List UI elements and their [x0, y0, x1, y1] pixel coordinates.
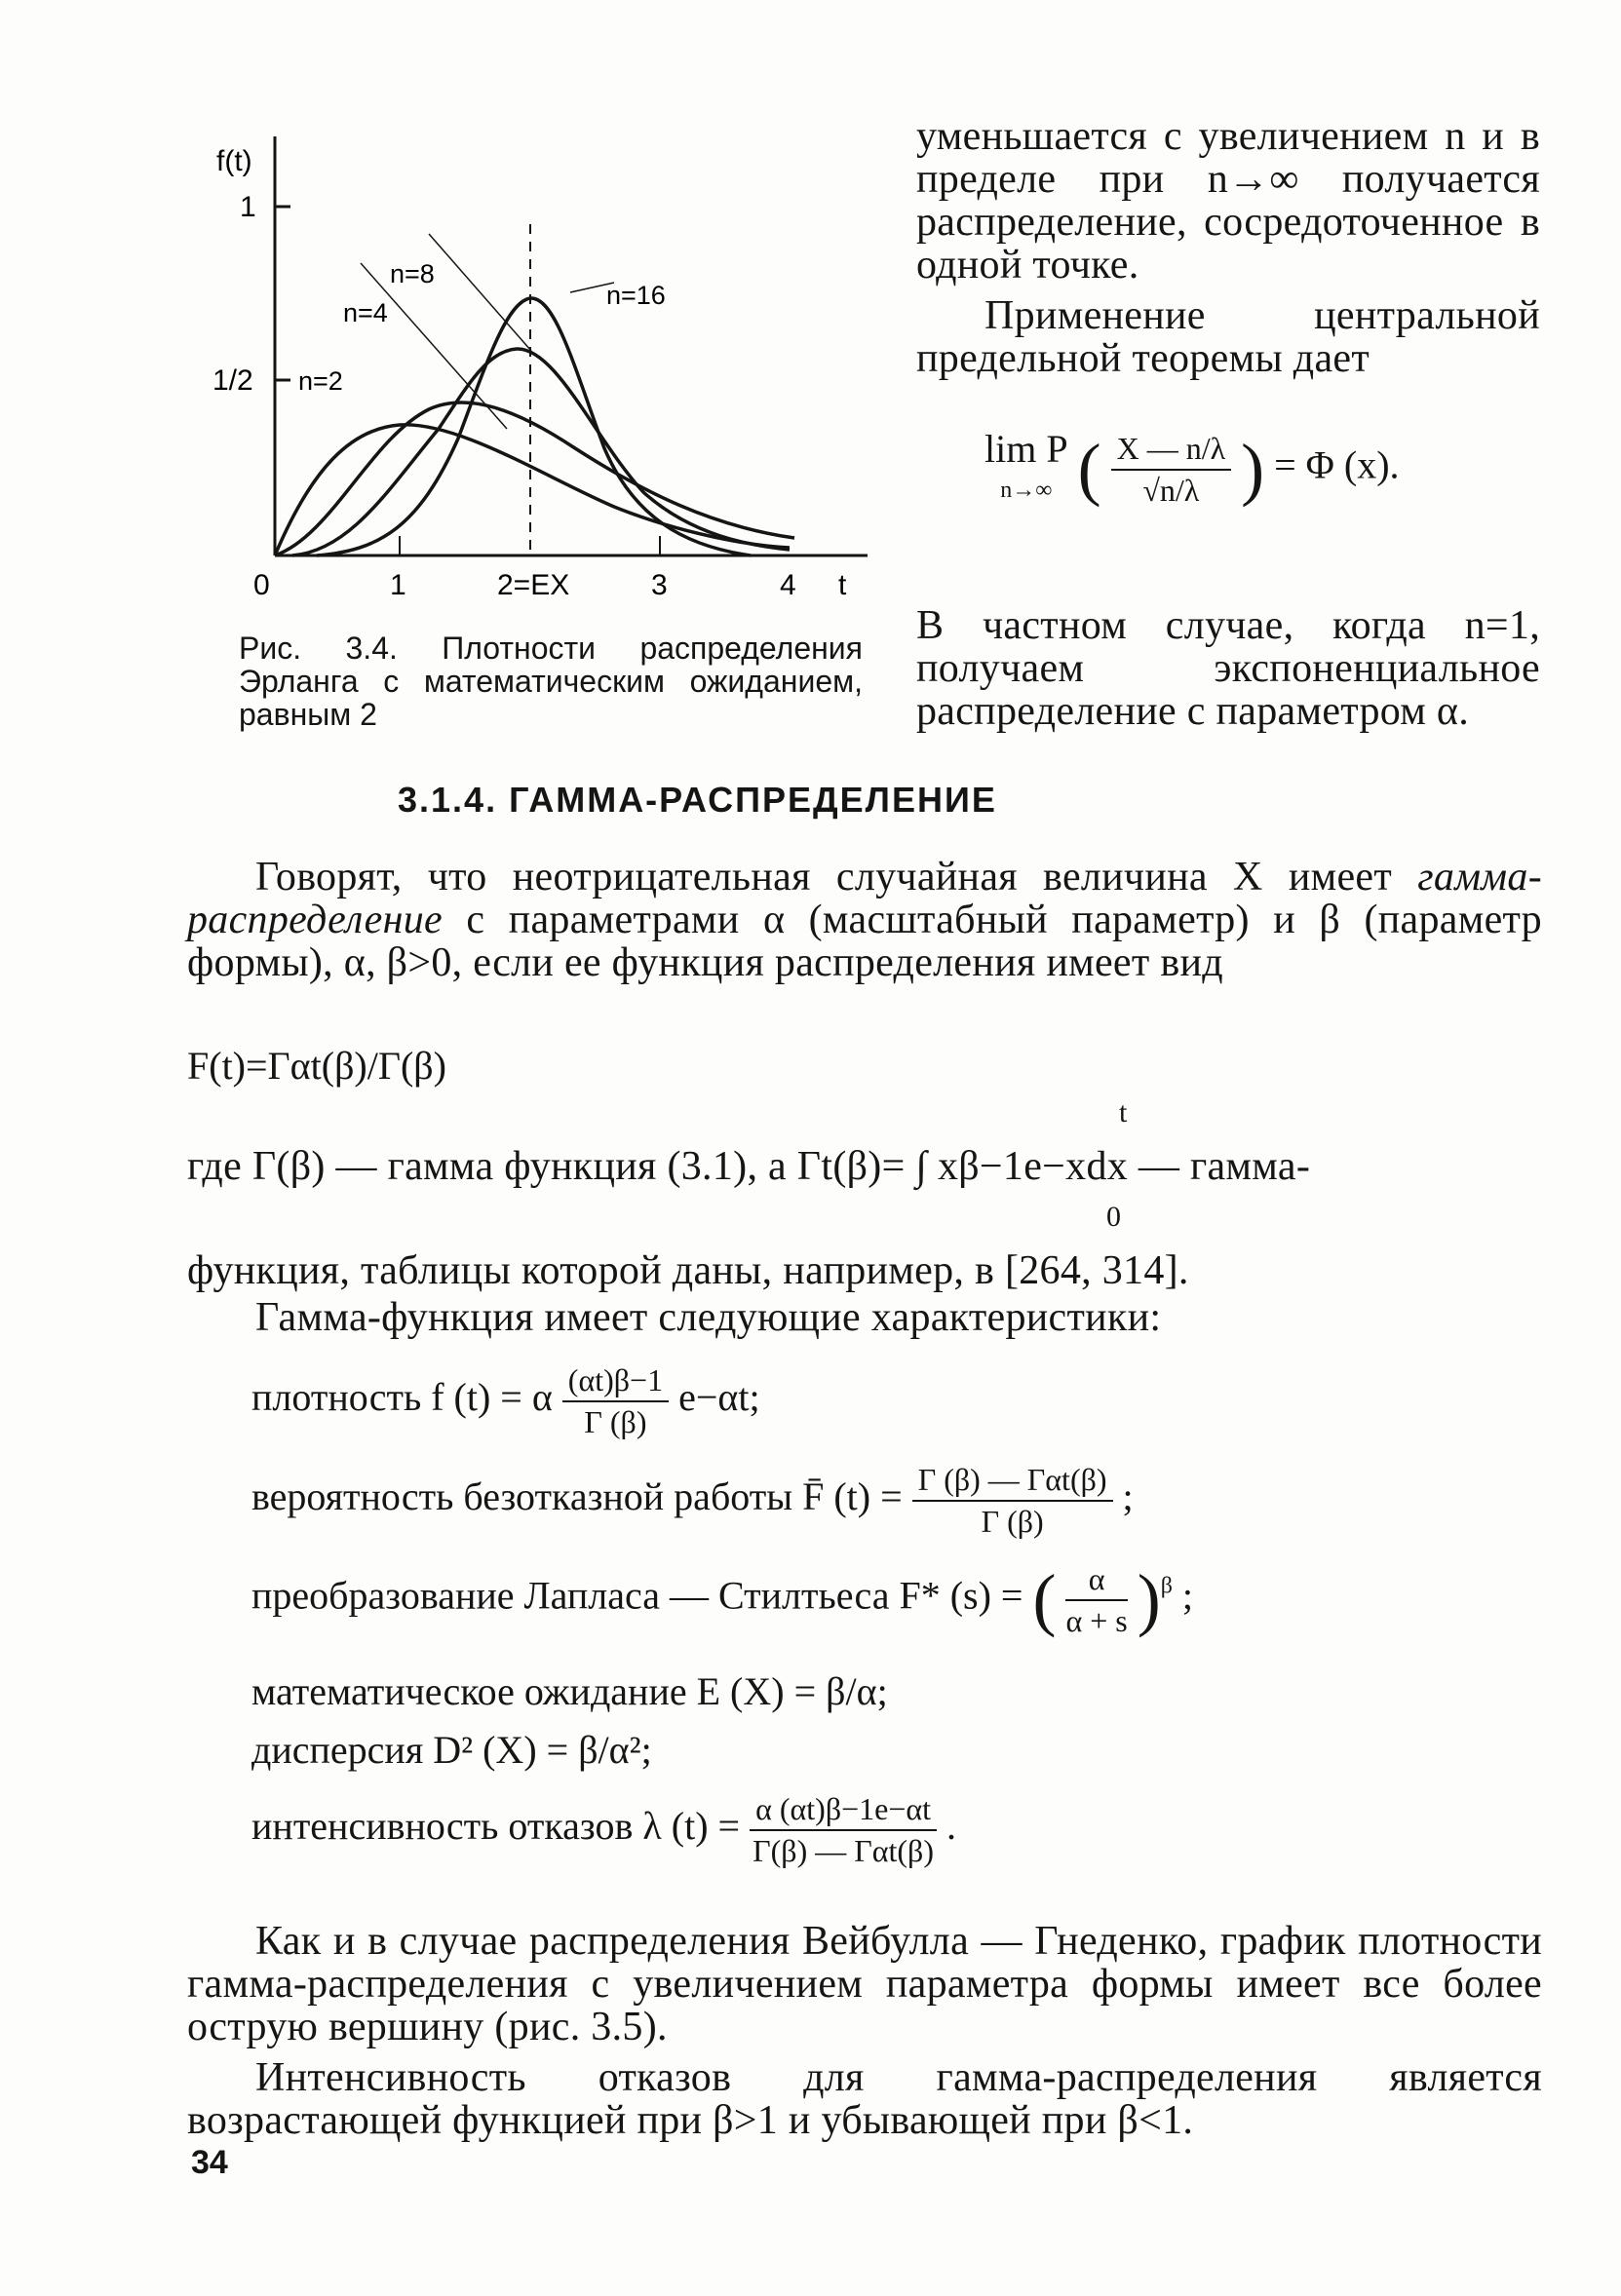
curve-n8	[292, 349, 790, 555]
laplace-num: α	[1065, 1561, 1127, 1601]
paren-right: )	[1241, 430, 1265, 508]
right-para-3: В частном случае, когда n=1, получаем экспоненциальное распределение с параметром α.	[916, 603, 1540, 734]
hazard-num: α (αt)β−1e−αt	[750, 1791, 937, 1831]
leader-n8	[429, 234, 531, 351]
limit-fraction	[1111, 431, 1232, 509]
curve-label-n4: n=4	[343, 298, 388, 327]
reliability-fraction	[912, 1462, 1113, 1540]
limit-formula	[984, 426, 1400, 510]
y-axis-label: f(t)	[216, 145, 252, 177]
laplace-tail: ;	[1181, 1573, 1194, 1618]
limit-num: X — n/λ	[1111, 431, 1232, 471]
x-tick-label-1: 1	[390, 569, 406, 601]
laplace-paren-right: )	[1137, 1560, 1161, 1638]
lim-subscript: n→∞	[1000, 477, 1053, 503]
cdf-formula: F(t)=Γαt(β)/Γ(β)	[187, 1044, 446, 1088]
characteristics-intro: Гамма-функция имеет следующие характеристики:	[255, 1295, 1162, 1340]
density-formula	[251, 1362, 760, 1440]
x-axis-label-t: t	[838, 569, 847, 601]
laplace-label: преобразование Лапласа — Стилтьеса F* (s) =	[251, 1573, 1023, 1618]
intro-term: гамма-распределение	[187, 855, 1542, 942]
hazard-formula	[251, 1791, 956, 1869]
laplace-formula	[251, 1559, 1193, 1640]
density-label: плотность f (t) = α	[251, 1375, 553, 1420]
mean-formula: математическое ожидание E (X) = β/α;	[251, 1669, 888, 1713]
curve-label-n8: n=8	[390, 259, 435, 288]
x-tick-label-3: 3	[651, 569, 668, 601]
curve-label-n2: n=2	[298, 366, 343, 396]
intro-text-a: Говорят, что неотрицательная случайная величина X имеет	[255, 855, 1418, 899]
intro-text-b: с параметрами α (масштабный параметр) и β (параметр формы), α, β>0, если ее функция распределения имеет вид	[187, 898, 1542, 985]
page-number: 34	[191, 2144, 228, 2181]
density-tail: e−αt;	[678, 1375, 760, 1420]
where-line: где Γ(β) — гамма функция (3.1), а Γt(β)= ∫ xβ−1e−xdx — гамма-	[187, 1144, 1311, 1189]
laplace-fraction	[1065, 1561, 1127, 1639]
figure-erlang	[212, 117, 868, 614]
laplace-paren-left: (	[1032, 1560, 1057, 1638]
figure-caption: Рис. 3.4. Плотности распределения Эрланга с математическим ожиданием, равным 2	[239, 631, 863, 732]
laplace-den: α + s	[1065, 1602, 1128, 1638]
reliability-num: Γ (β) — Γαt(β)	[912, 1462, 1113, 1502]
reliability-tail: ;	[1122, 1474, 1134, 1519]
hazard-tail: .	[946, 1804, 957, 1849]
curve-n4	[275, 402, 794, 555]
section-heading: 3.1.4. ГАММА-РАСПРЕДЕЛЕНИЕ	[398, 780, 997, 820]
laplace-exponent: β	[1160, 1573, 1173, 1599]
hazard-fraction	[750, 1791, 937, 1869]
reliability-label: вероятность безотказной работы F̄ (t) =	[251, 1474, 903, 1519]
closing-paragraph-1: Как и в случае распределения Вейбулла — Гнеденко, график плотности гамма-распределения с увеличением параметра формы имеет все более острую вершину (рис. 3.5).	[187, 1919, 1542, 2049]
curve-n2	[275, 425, 790, 555]
y-tick-label-half: 1/2	[212, 364, 253, 397]
right-para-2: Применение центральной предельной теоремы дает	[916, 293, 1540, 381]
density-num: (αt)β−1	[562, 1362, 669, 1402]
x-tick-label-0: 0	[253, 569, 270, 601]
reliability-den: Γ (β)	[981, 1504, 1044, 1539]
x-tick-label-4: 4	[780, 569, 796, 601]
closing-paragraph-2: Интенсивность отказов для гамма-распределения является возрастающей функцией при β>1 и убывающей при β<1.	[187, 2055, 1542, 2143]
integral-upper: t	[1119, 1096, 1128, 1129]
right-column	[916, 115, 1540, 380]
where-continued: функция, таблицы которой даны, например, в [264, 314].	[187, 1248, 1189, 1293]
y-tick-label-1: 1	[240, 191, 256, 223]
curve-label-n16: n=16	[606, 281, 666, 310]
x-tick-label-2ex: 2=EX	[497, 569, 570, 601]
hazard-den: Γ(β) — Γαt(β)	[753, 1833, 934, 1868]
integral-lower: 0	[1106, 1201, 1121, 1233]
hazard-label: интенсивность отказов λ (t) =	[251, 1804, 741, 1849]
density-den: Γ (β)	[584, 1404, 647, 1439]
intro-paragraph	[187, 856, 1542, 984]
density-fraction	[562, 1362, 669, 1440]
variance-formula: дисперсия D² (X) = β/α²;	[251, 1728, 652, 1772]
reliability-formula	[251, 1462, 1134, 1540]
lim-operator: lim P	[984, 426, 1068, 471]
paren-left: (	[1077, 430, 1101, 508]
limit-rhs: = Φ (x).	[1274, 442, 1400, 487]
limit-den: √n/λ	[1142, 472, 1200, 508]
erlang-density-plot	[212, 117, 868, 614]
right-para-1: уменьшается с увеличением n и в пределе при n→∞ получается распределение, сосредоточенное в одной точке.	[916, 114, 1540, 287]
